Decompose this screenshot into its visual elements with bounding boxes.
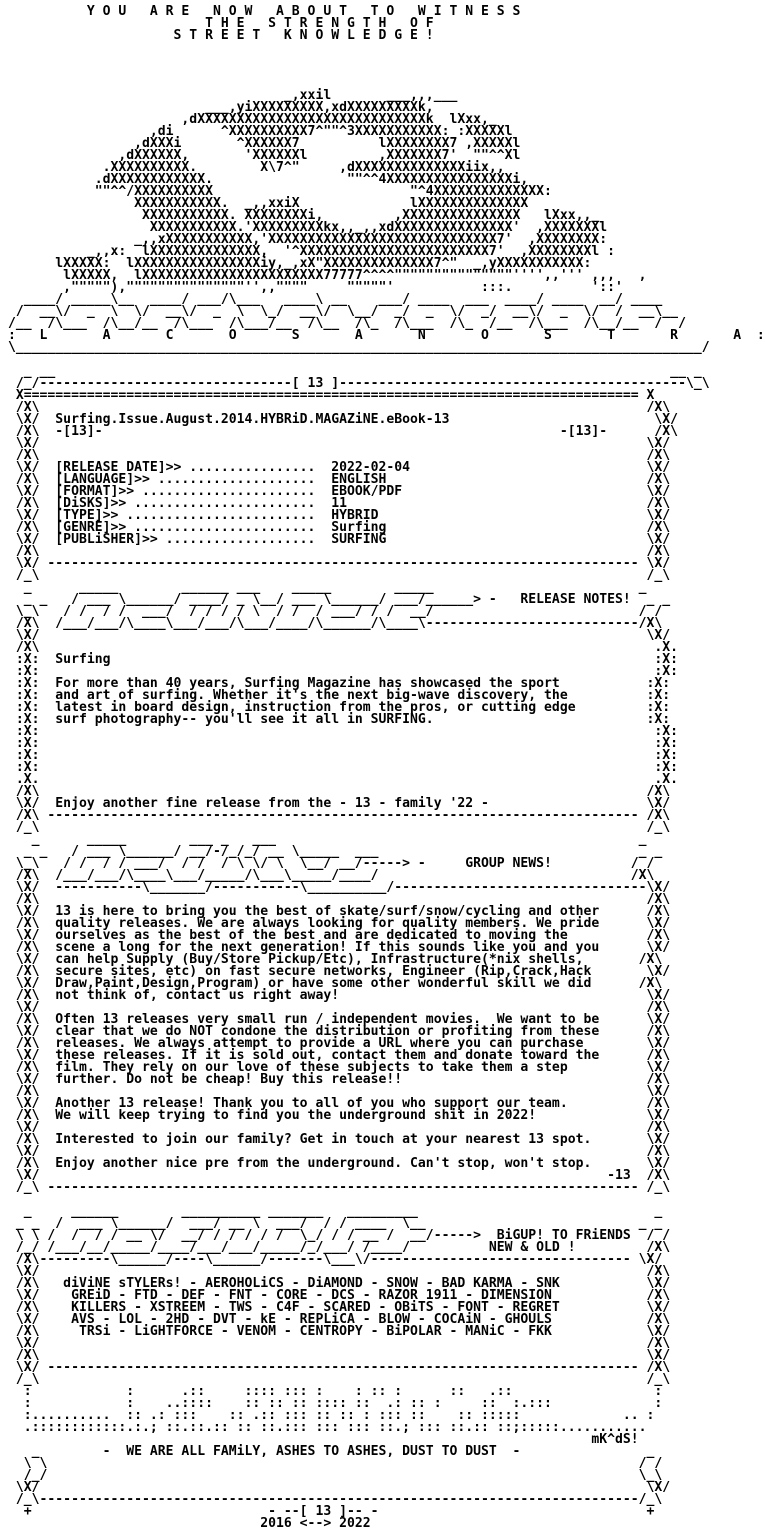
nfo-line: \X/ [TYPE]>> ........................ HYBRID \X/	[8, 508, 671, 523]
nfo-line: \X/ /X\	[8, 1336, 671, 1351]
nfo-line: \X/ /X\	[8, 1144, 671, 1159]
nfo-line: \X/ [FORMAT]>> ...................... EBOOK/PDF \X/	[8, 484, 671, 499]
nfo-line: _,,xXXXXXXXXXXX,'XXXXXXXXXXXXXXXXXXXXXXXXXXXXX7' ,XXXXXXXX:	[8, 232, 608, 247]
nfo-line: \_______________________________________________________________________________________/	[8, 340, 710, 355]
nfo-line: \X/ these releases. If it is sold out, contact them and donate toward the /X\	[8, 1048, 671, 1063]
nfo-line: _ _ / ___ \______/ __/-/_/_/ __ \_____ ___ _ _	[8, 844, 663, 859]
nfo-line: \X/ Enjoy another fine release from the - 13 - family '22 - \X/	[8, 796, 671, 811]
nfo-line: .::::::::::::.:.; ::.::.:: :: ::.::: ::: ::: ::.; ::: ::.:: ::;:::::...........	[8, 1420, 647, 1435]
nfo-line: \_\ / / / / ___/ / / / \ \/ \ \__/ __/-----> - GROUP NEWS! / /	[8, 856, 655, 871]
nfo-line: /_/ \_\	[8, 1468, 663, 1483]
nfo-line: lXXXXX, lXXXXXXXXXXXXXXXXXXXXXXX77777^^^^"""""""""""""""'''',,''' ,,, ,	[8, 268, 647, 283]
nfo-line: ,dXXXXXX, 'XXXXXXl ,XXXXXXX7' ""^^Xl	[8, 148, 521, 163]
nfo-line: .dXXXXXXXXXXXX. ""^^4XXXXXXXXXXXXXXXXi,	[8, 172, 529, 187]
nfo-line: /_\----------------------------------------------------------------------------/_\	[8, 1492, 663, 1507]
nfo-line: mK^dS!	[8, 1432, 639, 1447]
nfo-document	[8, 6, 765, 1530]
nfo-line: :X: :X:	[8, 736, 679, 751]
nfo-line: /X\ [GENRE]>> ....................... Surfing /X\	[8, 520, 671, 535]
nfo-line: _ __ __ _	[8, 364, 702, 379]
nfo-line: ,"""""),"""""""""""""""'',,"""" """""' :::. '::'	[8, 280, 623, 295]
nfo-line: \X/ /X\	[8, 1120, 671, 1135]
nfo-line: \X/ \X/	[8, 1480, 671, 1495]
nfo-line: :X: :X:	[8, 664, 679, 679]
nfo-line: /_/--------------------------------[ 13 ]--------------------------------------------\_\	[8, 376, 710, 391]
nfo-line: /X\ \X/	[8, 1084, 671, 1099]
nfo-line: /X\---------\______/----\______/-------\___\/--------------------------------- \X/	[8, 1252, 663, 1267]
nfo-line: .XXXXXXXXXX. X\7^" ,dXXXXXXXXXXXXXXiix,,	[8, 160, 505, 175]
nfo-line: : : .:: :::: ::: : : :: : :: .:: :	[8, 1384, 663, 1399]
nfo-line: /X\ [DiSKS]>> ....................... 11 /X\	[8, 496, 671, 511]
nfo-line: /X\ film. They rely on our love of these subjects to take them a step \X/	[8, 1060, 671, 1075]
nfo-line: /X\ -[13]- -[13]- /X\	[8, 424, 679, 439]
nfo-line: /X\ scene a long for the next generation! If this sounds like you and you \X/	[8, 940, 671, 955]
nfo-line: /_/ /___/__/_____/____/___/___/_____/_/___/ /____/ NEW & OLD ! /X\	[8, 1240, 671, 1255]
nfo-line: ___,yiXXXXXXXXX,xdXXXXXXXXXk,	[8, 100, 434, 115]
nfo-line: \X/ ourselves as the best of the best and are dedicated to moving the /X\	[8, 928, 671, 943]
nfo-line: \X/ [RELEASE DATE]>> ................ 2022-02-04 \X/	[8, 460, 671, 475]
nfo-line: :X: Surfing :X:	[8, 652, 679, 667]
nfo-line: _ _ / ___ \______/ ____/ _ \__/ ___ \______/ ___/______> - RELEASE NOTES! _ _	[8, 592, 671, 607]
nfo-line: + - --[ 13 ]-- - +	[8, 1504, 655, 1519]
nfo-line: /X\ [LANGUAGE]>> .................... ENGLISH /X\	[8, 472, 671, 487]
nfo-line: \X/ [PUBLiSHER]>> ................... SURFING \X/	[8, 532, 671, 547]
nfo-line: / __\/ _ \ \/ __\/ _ \ \_/ __\/ \__/ _/ _ \/ _/ __\/ _ \/ / __\__	[8, 304, 679, 319]
nfo-line: lXXXXX: lXXXXXXXXXXXXXXXXiy,_,xX"XXXXXXXXXXXXXX7^" _,yXXXXXXXXXXX:	[8, 256, 592, 271]
nfo-line: 2016 <--> 2022	[8, 1516, 371, 1531]
nfo-line: /_\ /_\	[8, 1372, 671, 1387]
nfo-line: \X/ -13 /X\	[8, 1168, 671, 1183]
nfo-line: /X\ /X\	[8, 448, 671, 463]
nfo-line: XXXXXXXXXXX.'XXXXXXXXXkx,,_,,xdXXXXXXXXXXXXXXX' ,XXXXXXXl	[8, 220, 608, 235]
nfo-line: :.......... :: .: ::: :: .:: ::: :: :: : ::: :: :: ::::: .. :	[8, 1408, 655, 1423]
nfo-line: /X\ releases. We always attempt to provide a URL where you can purchase \X/	[8, 1036, 671, 1051]
nfo-line: _ - WE ARE ALL FAMiLY, ASHES TO ASHES, DUST TO DUST - _	[8, 1444, 655, 1459]
nfo-line: :X: and art of surfing. Whether it's the next big-wave discovery, the :X:	[8, 688, 671, 703]
nfo-line: :X: latest in board design, instruction from the pros, or cutting edge :X:	[8, 700, 671, 715]
nfo-line: \X/ 13 is here to bring you the best of skate/surf/snow/cycling and other /X\	[8, 904, 671, 919]
nfo-line: :X: surf photography-- you'll see it all in SURFING. :X:	[8, 712, 671, 727]
nfo-line: \X/ Surfing.Issue.August.2014.HYBRiD.MAGAZiNE.eBook-13 \X/	[8, 412, 679, 427]
nfo-line: /X\ We will keep trying to find you the underground shit in 2022! \X/	[8, 1108, 671, 1123]
nfo-line: /X\ --------------------------------------------------------------------------- /X\	[8, 808, 671, 823]
nfo-line: /X\ /___/___/\____\___/_____/\___\_____/____/ /X\	[8, 868, 655, 883]
nfo-line: :X: For more than 40 years, Surfing Magazine has showcased the sport :X:	[8, 676, 671, 691]
nfo-line: /X\ .X.	[8, 640, 679, 655]
nfo-line: /X\ Often 13 releases very small run / independent movies. We want to be \X/	[8, 1012, 671, 1027]
nfo-line: _,xxil ___,,,___	[8, 88, 458, 103]
nfo-line: /X\ /X\	[8, 544, 671, 559]
nfo-line: /X\ not think of, contact us right away! \X/	[8, 988, 671, 1003]
nfo-line: _ _ / ___ \______/ ___/ __ \ ___/ / / ____ \__ _ _	[8, 1216, 663, 1231]
nfo-line: :X: :X:	[8, 748, 679, 763]
nfo-line: \X/ \X/	[8, 436, 671, 451]
nfo-line: /X\ diViNE sTYLERs! - AEROHOLiCS - DiAMOND - SNOW - BAD KARMA - SNK \X/	[8, 1276, 671, 1291]
nfo-line: XXXXXXXXXXX. XXXXXXXXi, ,XXXXXXXXXXXXXXX lXxx,,_	[8, 208, 600, 223]
nfo-line: /X\ \X/	[8, 1348, 671, 1363]
nfo-line: S T R E E T K N O W L E D G E !	[8, 28, 434, 43]
nfo-line: /X\ /X\	[8, 784, 671, 799]
nfo-line: \X/ --------------------------------------------------------------------------- \X/	[8, 556, 671, 571]
nfo-line: /_\ /_\	[8, 568, 671, 583]
nfo-line: : : ..:::: :: :: :: :::: :: .: :: : :: :.::: :	[8, 1396, 663, 1411]
nfo-line: _ ______ __________ _______ _________ _	[8, 1204, 663, 1219]
nfo-line: /X\ /X\	[8, 400, 671, 415]
nfo-line: /X\ secure sites, etc) on fast secure networks, Engineer (Rip,Crack,Hack \X/	[8, 964, 671, 979]
nfo-line: \ \ / /	[8, 1456, 663, 1471]
nfo-line: /X\ KILLERS - XSTREEM - TWS - C4F - SCARED - OBiTS - FONT - REGRET \X/	[8, 1300, 671, 1315]
nfo-line: _ _____ ___ _ ___ _	[8, 832, 647, 847]
nfo-line: /X\ /X\	[8, 892, 671, 907]
nfo-line: \X/ GREiD - FTD - DEF - FNT - CORE - DCS - RAZOR 1911 - DIMENSION /X\	[8, 1288, 671, 1303]
nfo-line: \X/ AVS - LOL - 2HD - DVT - kE - REPLiCA - BLOW - COCAiN - GHOULS /X\	[8, 1312, 671, 1327]
nfo-line: \X/ -----------\_______/-----------\__________/--------------------------------\X/	[8, 880, 671, 895]
nfo-line: ,di ^XXXXXXXXXX7^""^3XXXXXXXXXXX: :XXXXXl	[8, 124, 513, 139]
nfo-line: :X: :X:	[8, 724, 679, 739]
nfo-line: \ \ / / / / __ \/ __/ / / / / / \_/ / / __ / __/-----> BiGUP! TO FRiENDS / /	[8, 1228, 671, 1243]
nfo-line: : L A C O S A N O S T R A :	[8, 328, 765, 343]
nfo-line: Y O U A R E N O W A B O U T T O W I T N E S S	[8, 4, 521, 19]
nfo-line: \X/ clear that we do NOT condone the distribution or profiting from these /X\	[8, 1024, 671, 1039]
nfo-line: XXXXXXXXXXX. _,,xxiX lXXXXXXXXXXXXXX	[8, 196, 529, 211]
nfo-line: .X. .X.	[8, 772, 679, 787]
nfo-line: \X/ can help Supply (Buy/Store Pickup/Etc), Infrastructure(*nix shells, /X\	[8, 952, 663, 967]
nfo-line: ,dXXXXXXXXXXXXXXXXXXXXXXXXXXXXXk lXxx,_	[8, 112, 497, 127]
nfo-line: \X/ /X\	[8, 1000, 671, 1015]
nfo-line: /_\ --------------------------------------------------------------------------- /_\	[8, 1180, 671, 1195]
nfo-line: X============================================================================== X	[8, 388, 655, 403]
nfo-line: \X/ --------------------------------------------------------------------------- /X\	[8, 1360, 671, 1375]
nfo-line: _,,x: lXXXXXXXXXXXXXX, '^XXXXXXXXXXXXXXXXXXXXXXXX7' ,XXXXXXXXl :	[8, 244, 615, 259]
nfo-line: /X\ TRSi - LiGHTFORCE - VENOM - CENTROPY - BiPOLAR - MANiC - FKK \X/	[8, 1324, 671, 1339]
nfo-line: /X\ quality releases. We are always looking for quality members. We pride \X/	[8, 916, 671, 931]
nfo-line: /X\ /___/___/\____\___/___/\___/____/\______/\____\---------------------------/X\	[8, 616, 663, 631]
nfo-line: \X/ further. Do not be cheap! Buy this release!! /X\	[8, 1072, 671, 1087]
nfo-line: \X/ /X\	[8, 1264, 671, 1279]
nfo-line: \X/ \X/	[8, 628, 671, 643]
nfo-line: /__ /\___ /\__/__ /\___ /\___/__ /\__ /\_ /\___ /\_ /__ /\___ /\__/__ / /	[8, 316, 686, 331]
nfo-line: T H E S T R E N G T H O F	[8, 16, 434, 31]
nfo-line: ""^^/XXXXXXXXXX "^4XXXXXXXXXXXXXX:	[8, 184, 552, 199]
nfo-line: ____/ _____\__ ____/ ___/\___ ____\ __ ___/ ____ ___ ____/ ____ __/ ____	[8, 292, 663, 307]
nfo-line: _ _____ ______ ___ _____ _____ _	[8, 580, 647, 595]
nfo-line: /_\ /_\	[8, 820, 671, 835]
nfo-line: \X/ Draw,Paint,Design,Program) or have some other wonderful skill we did /X\	[8, 976, 663, 991]
nfo-line: :X: :X:	[8, 760, 679, 775]
nfo-line: \_\ / / / / ___/ / / / / \ / / / ___/ / / __/ / /	[8, 604, 663, 619]
nfo-line: ,dXXXi ^XXXXXX7 lXXXXXXXX7 ,XXXXXl	[8, 136, 521, 151]
nfo-line: /X\ Enjoy another nice pre from the underground. Can't stop, won't stop. \X/	[8, 1156, 671, 1171]
nfo-line: /X\ Interested to join our family? Get in touch at your nearest 13 spot. \X/	[8, 1132, 671, 1147]
nfo-line: \X/ Another 13 release! Thank you to all of you who support our team. /X\	[8, 1096, 671, 1111]
